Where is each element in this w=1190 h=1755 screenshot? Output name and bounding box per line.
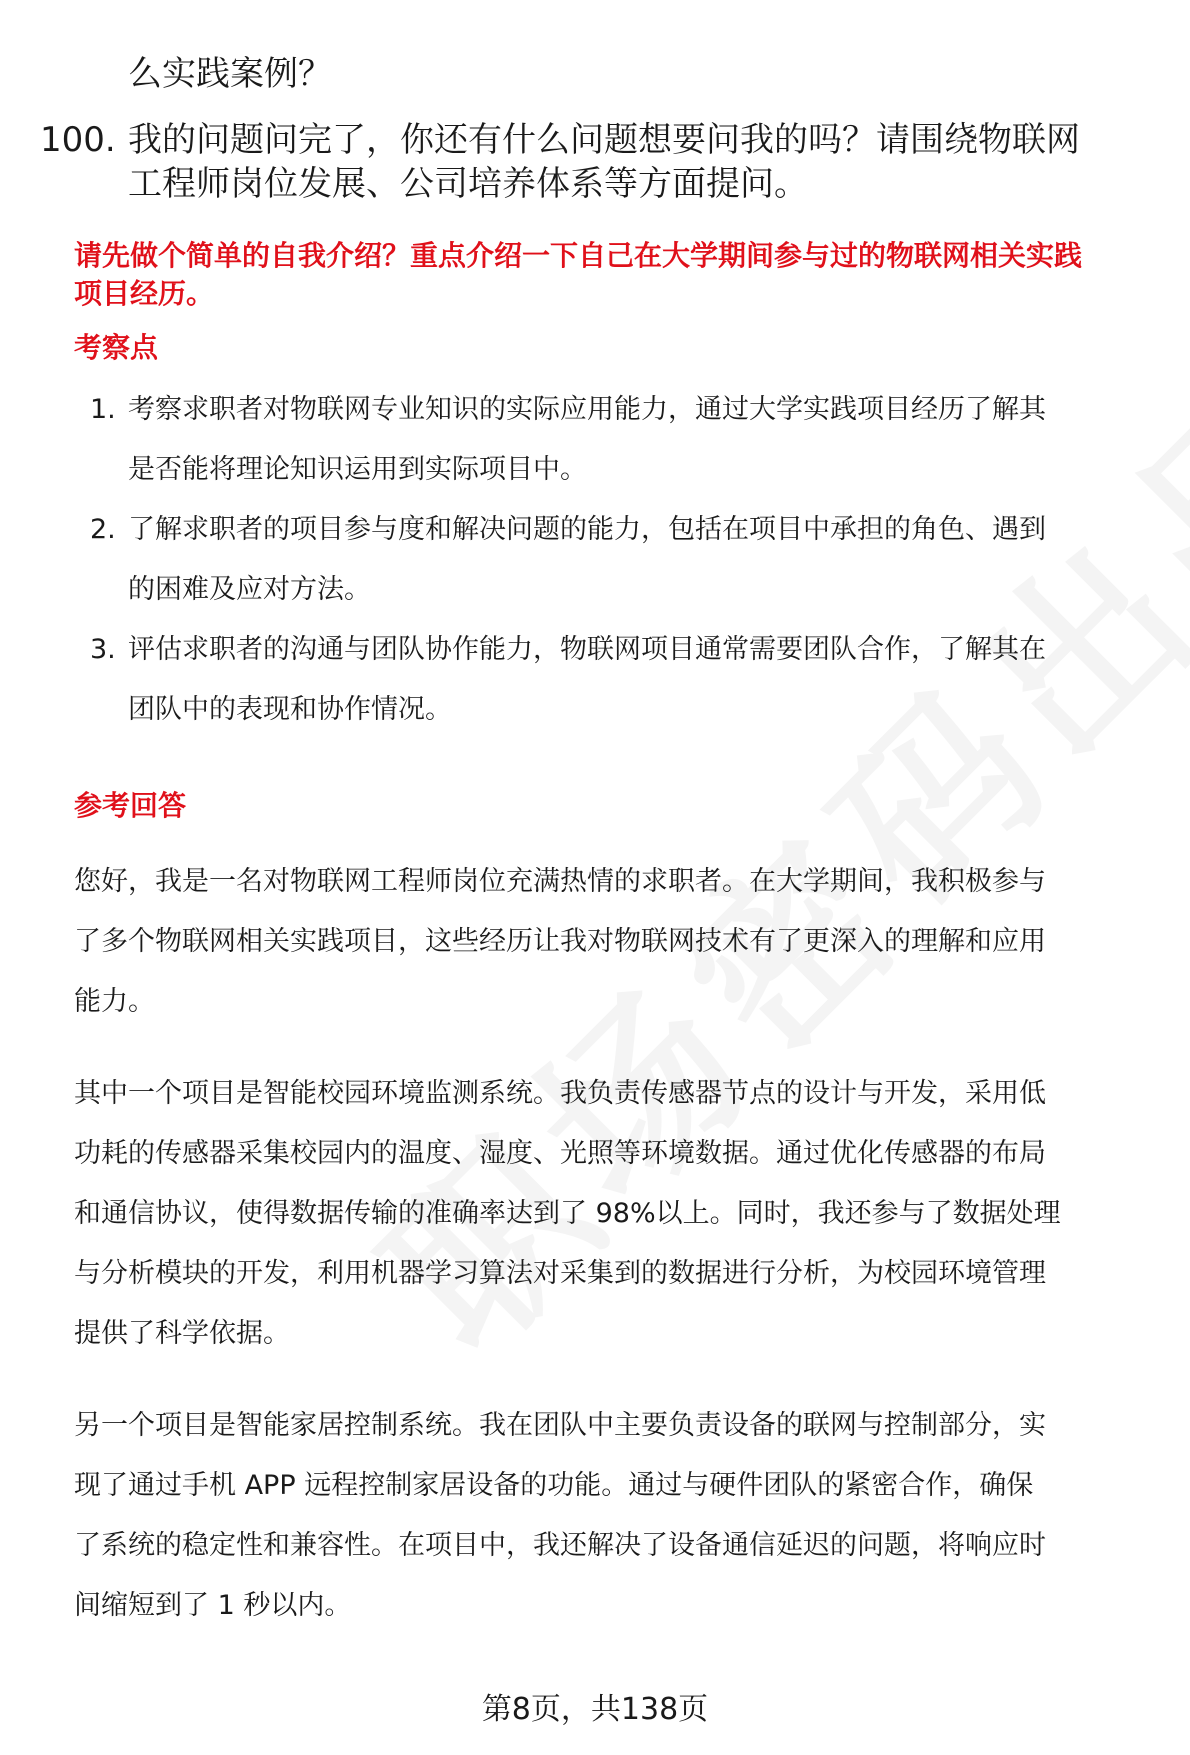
list-text-line: 考察求职者对物联网专业知识的实际应用能力，通过大学实践项目经历了解其 [128, 394, 1046, 425]
featured-question-line: 请先做个简单的自我介绍？重点介绍一下自己在大学期间参与过的物联网相关实践 [74, 239, 1083, 272]
list-number: 2. [90, 514, 116, 545]
list-text-line: 团队中的表现和协作情况。 [128, 694, 452, 725]
question-text-line: 我的问题问完了，你还有什么问题想要问我的吗？请围绕物联网 [128, 120, 1080, 160]
assessment-heading: 考察点 [74, 331, 159, 364]
answer-line: 间缩短到了 1 秒以内。 [74, 1590, 352, 1621]
answer-line: 现了通过手机 APP 远程控制家居设备的功能。通过与硬件团队的紧密合作，确保 [74, 1470, 1034, 1501]
answer-line: 提供了科学依据。 [74, 1318, 290, 1349]
answer-line: 另一个项目是智能家居控制系统。我在团队中主要负责设备的联网与控制部分，实 [74, 1410, 1046, 1441]
list-text-line: 评估求职者的沟通与团队协作能力，物联网项目通常需要团队合作，了解其在 [128, 634, 1046, 665]
question-text-line: 工程师岗位发展、公司培养体系等方面提问。 [128, 164, 808, 204]
answer-line: 和通信协议，使得数据传输的准确率达到了 98%以上。同时，我还参与了数据处理 [74, 1198, 1061, 1229]
answer-line: 能力。 [74, 986, 155, 1017]
question-number: 100. [40, 120, 116, 160]
answer-heading: 参考回答 [74, 789, 187, 822]
list-number: 1. [90, 394, 116, 425]
list-text-line: 的困难及应对方法。 [128, 574, 371, 605]
list-text-line: 是否能将理论知识运用到实际项目中。 [128, 454, 587, 485]
answer-line: 功耗的传感器采集校园内的温度、湿度、光照等环境数据。通过优化传感器的布局 [74, 1138, 1046, 1169]
answer-line: 了多个物联网相关实践项目，这些经历让我对物联网技术有了更深入的理解和应用 [74, 926, 1046, 957]
answer-line: 您好，我是一名对物联网工程师岗位充满热情的求职者。在大学期间，我积极参与 [74, 866, 1046, 897]
page-number: 第8页，共138页 [481, 1692, 709, 1727]
answer-line: 了系统的稳定性和兼容性。在项目中，我还解决了设备通信延迟的问题，将响应时 [74, 1530, 1046, 1561]
previous-question-continuation: 么实践案例？ [128, 54, 332, 94]
list-text-line: 了解求职者的项目参与度和解决问题的能力，包括在项目中承担的角色、遇到 [128, 514, 1046, 545]
list-number: 3. [90, 634, 116, 665]
featured-question-line: 项目经历。 [74, 277, 215, 310]
answer-line: 与分析模块的开发，利用机器学习算法对采集到的数据进行分析，为校园环境管理 [74, 1258, 1046, 1289]
answer-line: 其中一个项目是智能校园环境监测系统。我负责传感器节点的设计与开发，采用低 [74, 1078, 1046, 1109]
